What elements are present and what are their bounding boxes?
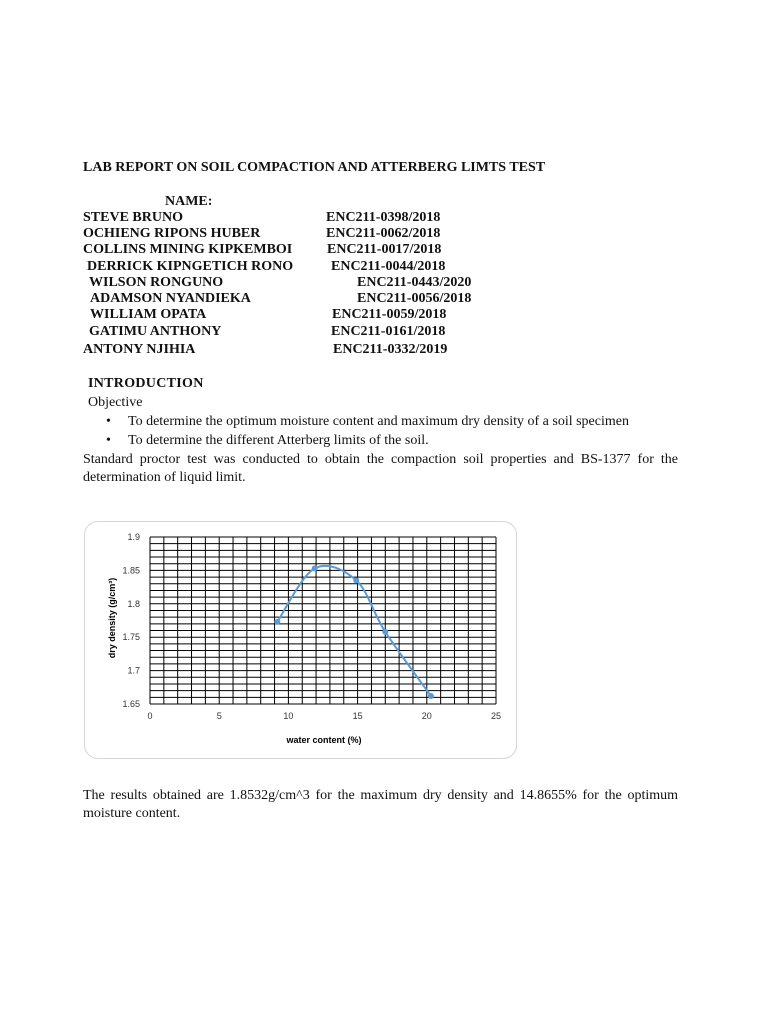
member-id: ENC211-0017/2018 — [327, 242, 442, 257]
chart-axes — [122, 532, 501, 721]
objectives-list — [106, 412, 629, 450]
data-point — [312, 565, 318, 571]
member-name: OCHIENG RIPONS HUBER — [83, 226, 261, 241]
y-tick-label: 1.9 — [127, 532, 140, 542]
member-name: STEVE BRUNO — [83, 210, 183, 225]
bullet-icon: • — [106, 414, 111, 429]
bullet-icon: • — [106, 433, 111, 448]
names-heading: NAME: — [165, 194, 213, 209]
member-id: ENC211-0332/2019 — [333, 342, 448, 357]
member-id: ENC211-0062/2018 — [326, 226, 441, 241]
y-tick-label: 1.7 — [127, 665, 140, 676]
objective-label: Objective — [88, 395, 143, 410]
bullet-text: To determine the different Atterberg limits of the soil. — [128, 433, 429, 448]
data-point — [382, 629, 388, 635]
y-tick-label: 1.85 — [122, 565, 140, 576]
data-point — [428, 693, 434, 699]
member-name: GATIMU ANTHONY — [89, 324, 222, 339]
member-name: WILLIAM OPATA — [90, 307, 207, 322]
member-id: ENC211-0056/2018 — [357, 291, 472, 306]
bullet-text: To determine the optimum moisture content and maximum dry density of a soil specimen — [128, 414, 629, 429]
list-item — [106, 412, 629, 431]
intro-paragraph: Standard proctor test was conducted to obtain the compaction soil properties and BS-1377 for the determination of liquid limit. — [83, 452, 678, 485]
x-tick-label: 20 — [421, 711, 432, 721]
member-id: ENC211-0161/2018 — [331, 324, 446, 339]
x-tick-label: 0 — [147, 711, 153, 721]
y-tick-label: 1.75 — [122, 632, 140, 643]
member-id: ENC211-0044/2018 — [331, 259, 446, 274]
member-name: COLLINS MINING KIPKEMBOI — [83, 242, 293, 257]
chart-grid — [150, 537, 496, 704]
data-point — [353, 577, 359, 583]
member-name: ADAMSON NYANDIEKA — [90, 291, 251, 306]
y-tick-label: 1.65 — [122, 699, 140, 709]
member-id: ENC211-0059/2018 — [332, 307, 447, 322]
results-paragraph: The results obtained are 1.8532g/cm^3 for the maximum dry density and 14.8655% for the optimum moisture content. — [83, 788, 678, 821]
y-tick-label: 1.8 — [127, 598, 140, 609]
member-name: DERRICK KIPNGETICH RONO — [87, 259, 294, 274]
data-point — [274, 619, 280, 625]
compaction-chart — [84, 521, 517, 759]
member-id: ENC211-0398/2018 — [326, 210, 441, 225]
list-item — [106, 431, 629, 450]
x-tick-label: 15 — [352, 711, 363, 721]
chart-svg — [85, 522, 516, 758]
y-axis-label: dry density (g/cm³) — [107, 577, 117, 659]
member-id: ENC211-0443/2020 — [357, 275, 472, 290]
x-tick-label: 10 — [283, 711, 294, 721]
report-title: LAB REPORT ON SOIL COMPACTION AND ATTERBERG LIMTS TEST — [83, 160, 546, 175]
member-name: WILSON RONGUNO — [89, 275, 224, 290]
x-tick-label: 25 — [490, 711, 502, 721]
x-tick-label: 5 — [216, 711, 222, 721]
member-name: ANTONY NJIHIA — [83, 342, 196, 357]
introduction-heading: INTRODUCTION — [88, 376, 204, 391]
x-axis-label: water content (%) — [286, 735, 362, 745]
